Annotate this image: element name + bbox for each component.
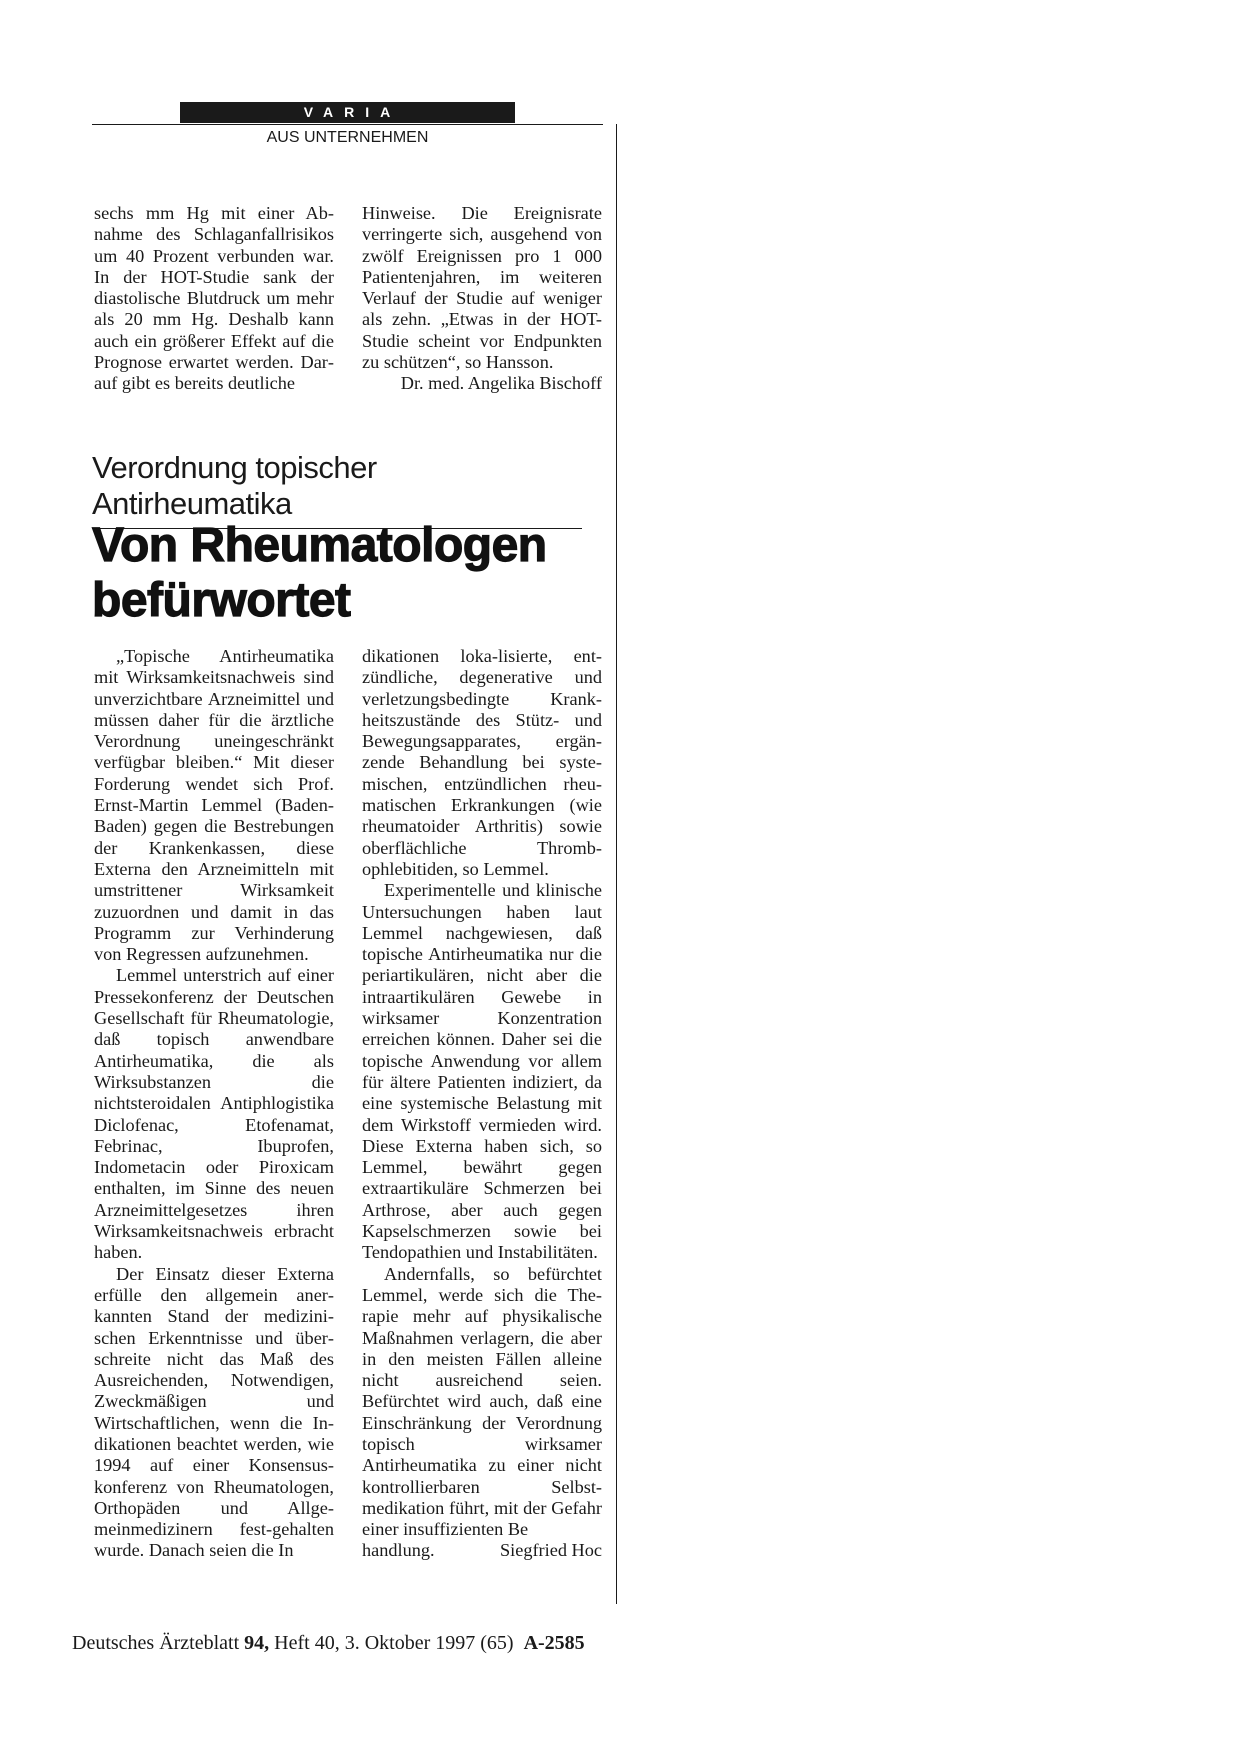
article-paragraph: Experimentelle und klinische Untersuchungen haben laut Lemmel nachgewiesen, daß topische Antirheumatika nur die periartikulären, nicht aber die intraartikulären Gewebe in wirksamer Konzentration erreichen können. Daher sei die topische Anwendung vor allem für ältere Patienten indiziert, da eine systemische Belastung mit dem Wirkstoff vermieden wird. Diese Externa haben sich, so Lemmel, bewährt gegen extraartikuläre Schmerzen bei Arthrose, aber auch gegen Kapselschmerzen sowie bei Tendopathien und Instabilitäten. <box>362 880 602 1263</box>
last-line-text: handlung. <box>362 1540 435 1561</box>
page-footer <box>72 1632 612 1655</box>
headline-line: befürwortet <box>92 574 351 627</box>
previous-article-author: Dr. med. Angelika Bischoff <box>400 373 602 394</box>
article-signature-line <box>362 1540 602 1561</box>
article-paragraph: dikationen loka-lisierte, entzündliche, degenerative und verletzungsbedingte Krankheitszustände des Stütz- und Bewegungsapparates, ergänzende Behandlung bei systemischen, entzündlichen rheumatischen Erkrankungen (wie rheumatoider Arthritis) sowie oberflächliche Thrombophlebitiden, so Lemmel. <box>362 646 602 879</box>
top-rule <box>92 124 603 125</box>
journal-name: Deutsches Ärzteblatt <box>72 1632 240 1654</box>
previous-article-left-column <box>94 203 334 395</box>
subsection-title: AUS UNTERNEHMEN <box>266 129 429 146</box>
issue-date: Heft 40, 3. Oktober 1997 (65) <box>274 1632 514 1654</box>
article-paragraph: Andernfalls, so befürchtet Lemmel, werde sich die Therapie mehr auf physikalische Maßnahmen verlagern, die aber in den meisten Fällen alleine nicht ausreichend seien. Befürchtet wird auch, daß eine Einschränkung der Verordnung topisch wirksamer Antirheumatika zu einer nicht kontrollierbaren Selbstmedikation führt, mit der Gefahr einer insuffizienten Be <box>362 1263 602 1540</box>
article-right-column <box>362 646 602 1562</box>
article-paragraph: Der Einsatz dieser Externa erfülle den allgemein anerkannten Stand der medizinischen Erkenntnisse und überschreite nicht das Maß des Ausreichenden, Notwendigen, Zweckmäßigen und Wirtschaftlichen, wenn die Indikationen beachtet werden, wie 1994 auf einer Konsensuskonferenz von Rheumatologen, Orthopäden und Allgemeinmedizinern fest-gehalten wurde. Danach seien die In <box>94 1263 334 1561</box>
article-kicker: Verordnung topischer Antirheumatika <box>92 450 582 529</box>
previous-article-right-column <box>362 203 602 395</box>
page-number: A-2585 <box>523 1632 585 1654</box>
article-paragraph: Lemmel unterstrich auf einer Pressekonferenz der Deutschen Gesellschaft für Rheumatologie, daß topisch anwendbare Antirheumatika, die als Wirksubstanzen die nichtsteroidalen Antiphlogistika Diclofenac, Etofenamat, Febrinac, Ibuprofen, Indometacin oder Piroxicam enthalten, im Sinne des neuen Arzneimittelgesetzes ihren Wirksamkeitsnachweis erbracht haben. <box>94 965 334 1263</box>
article-paragraph: „Topische Antirheumatika mit Wirksamkeitsnachweis sind unverzichtbare Arzneimittel und müssen daher für die ärztliche Verordnung uneingeschränkt verfügbar bleiben.“ Mit dieser Forderung wendet sich Prof. Ernst-Martin Lemmel (Baden-Baden) gegen die Bestrebungen der Krankenkassen, diese Externa den Arzneimitteln mit umstrittener Wirksamkeit zuzuordnen und damit in das Programm zur Verhinderung von Regressen aufzunehmen. <box>94 646 334 965</box>
article-author: Siegfried Hoc <box>499 1540 602 1561</box>
volume-number: 94, <box>244 1632 270 1654</box>
section-title: VARIA <box>303 104 402 120</box>
headline-line: Von Rheumatologen <box>92 519 547 572</box>
previous-article-text: Hinweise. Die Ereignisrate verringerte sich, ausgehend von zwölf Ereignissen pro 1 000 Patientenjahren, im weiteren Verlauf der Studie auf weniger als zehn. „Etwas in der HOT-Studie scheint vor Endpunkten zu schützen“, so Hansson. <box>362 203 602 373</box>
article-headline <box>92 518 612 628</box>
previous-article-text: sechs mm Hg mit einer Abnahme des Schlaganfallrisikos um 40 Prozent verbunden war. In der HOT-Studie sank der diastolische Blutdruck um mehr als 20 mm Hg. Deshalb kann auch ein größerer Effekt auf die Prognose erwartet werden. Darauf gibt es bereits deutliche <box>94 203 334 394</box>
section-band <box>180 102 515 123</box>
article-left-column <box>94 646 334 1562</box>
column-divider <box>616 124 617 1604</box>
